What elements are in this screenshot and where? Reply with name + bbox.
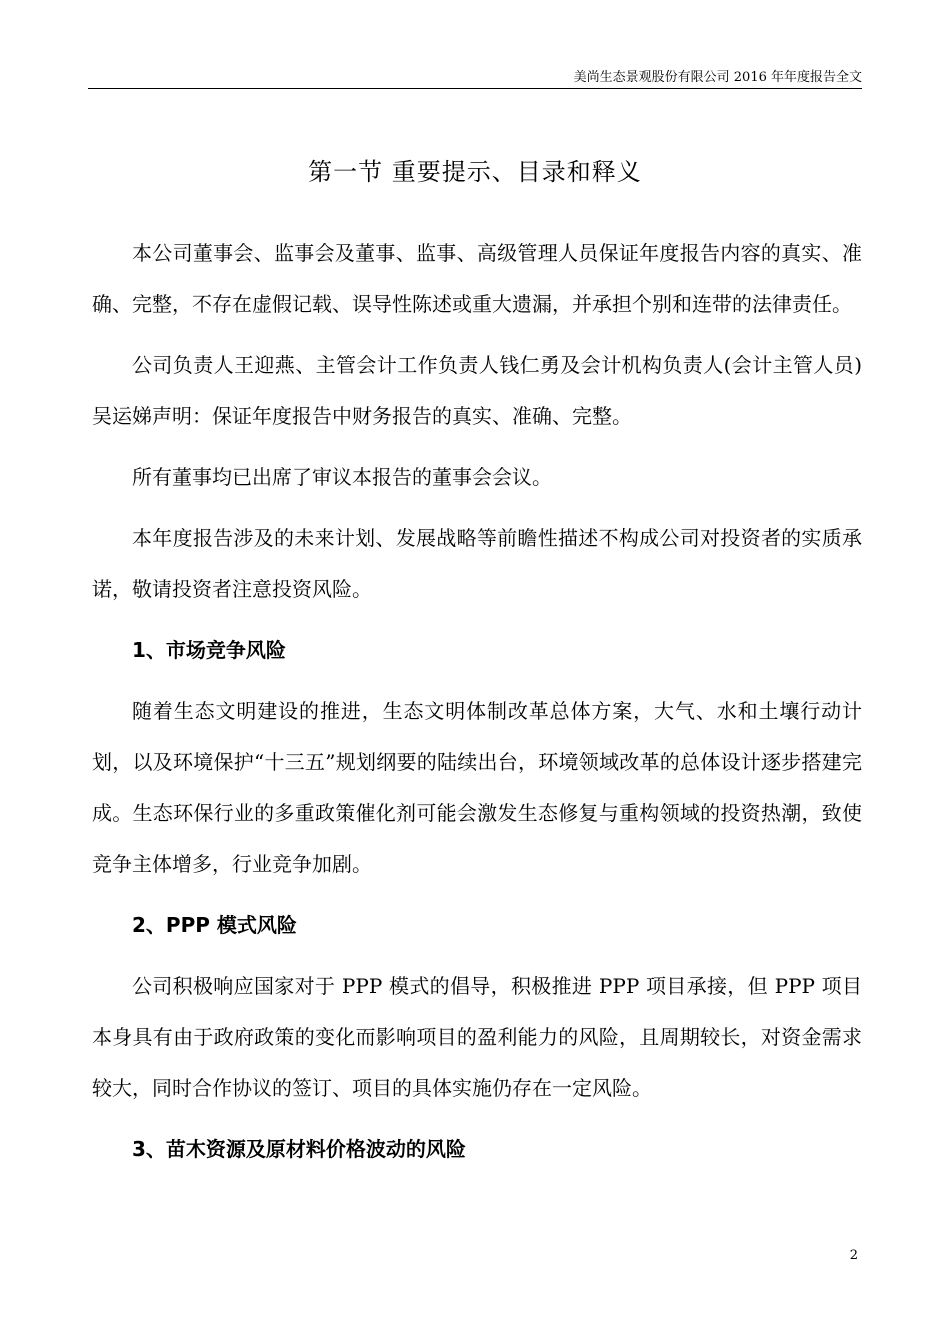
section-title: 第一节 重要提示、目录和释义 [308, 158, 642, 186]
page-header [88, 64, 862, 89]
paragraph-directors-attendance: 所有董事均已出席了审议本报告的董事会会议。 [132, 465, 552, 489]
header-text: 美尚生态景观股份有限公司 2016 年年度报告全文 [573, 70, 862, 85]
paragraph-ppp-risk: 公司积极响应国家对于 PPP 模式的倡导，积极推进 PPP 项目承接，但 PPP 项目本身具有由于政府政策的变化而影响项目的盈利能力的风险，且周期较长，对资金需求较大，同时合作协议的签订、项目的具体实施仍存在一定风险。 [92, 974, 862, 1100]
page-number: 2 [849, 1248, 858, 1263]
heading-ppp-risk: 2、PPP 模式风险 [132, 913, 297, 937]
heading-material-price-risk: 3、苗木资源及原材料价格波动的风险 [132, 1137, 466, 1161]
paragraph-board-statement: 本公司董事会、监事会及董事、监事、高级管理人员保证年度报告内容的真实、准确、完整，不存在虚假记载、误导性陈述或重大遗漏，并承担个别和连带的法律责任。 [92, 241, 862, 316]
paragraph-forward-looking: 本年度报告涉及的未来计划、发展战略等前瞻性描述不构成公司对投资者的实质承诺，敬请投资者注意投资风险。 [92, 526, 862, 601]
paragraph-officers-declaration: 公司负责人王迎燕、主管会计工作负责人钱仁勇及会计机构负责人(会计主管人员)吴运娣声明：保证年度报告中财务报告的真实、准确、完整。 [92, 353, 862, 428]
heading-market-risk: 1、市场竞争风险 [132, 638, 286, 662]
body-content [92, 228, 862, 1185]
paragraph-market-risk: 随着生态文明建设的推进，生态文明体制改革总体方案，大气、水和土壤行动计划，以及环境保护“十三五”规划纲要的陆续出台，环境领域改革的总体设计逐步搭建完成。生态环保行业的多重政策催化剂可能会激发生态修复与重构领域的投资热潮，致使竞争主体增多，行业竞争加剧。 [92, 699, 862, 876]
